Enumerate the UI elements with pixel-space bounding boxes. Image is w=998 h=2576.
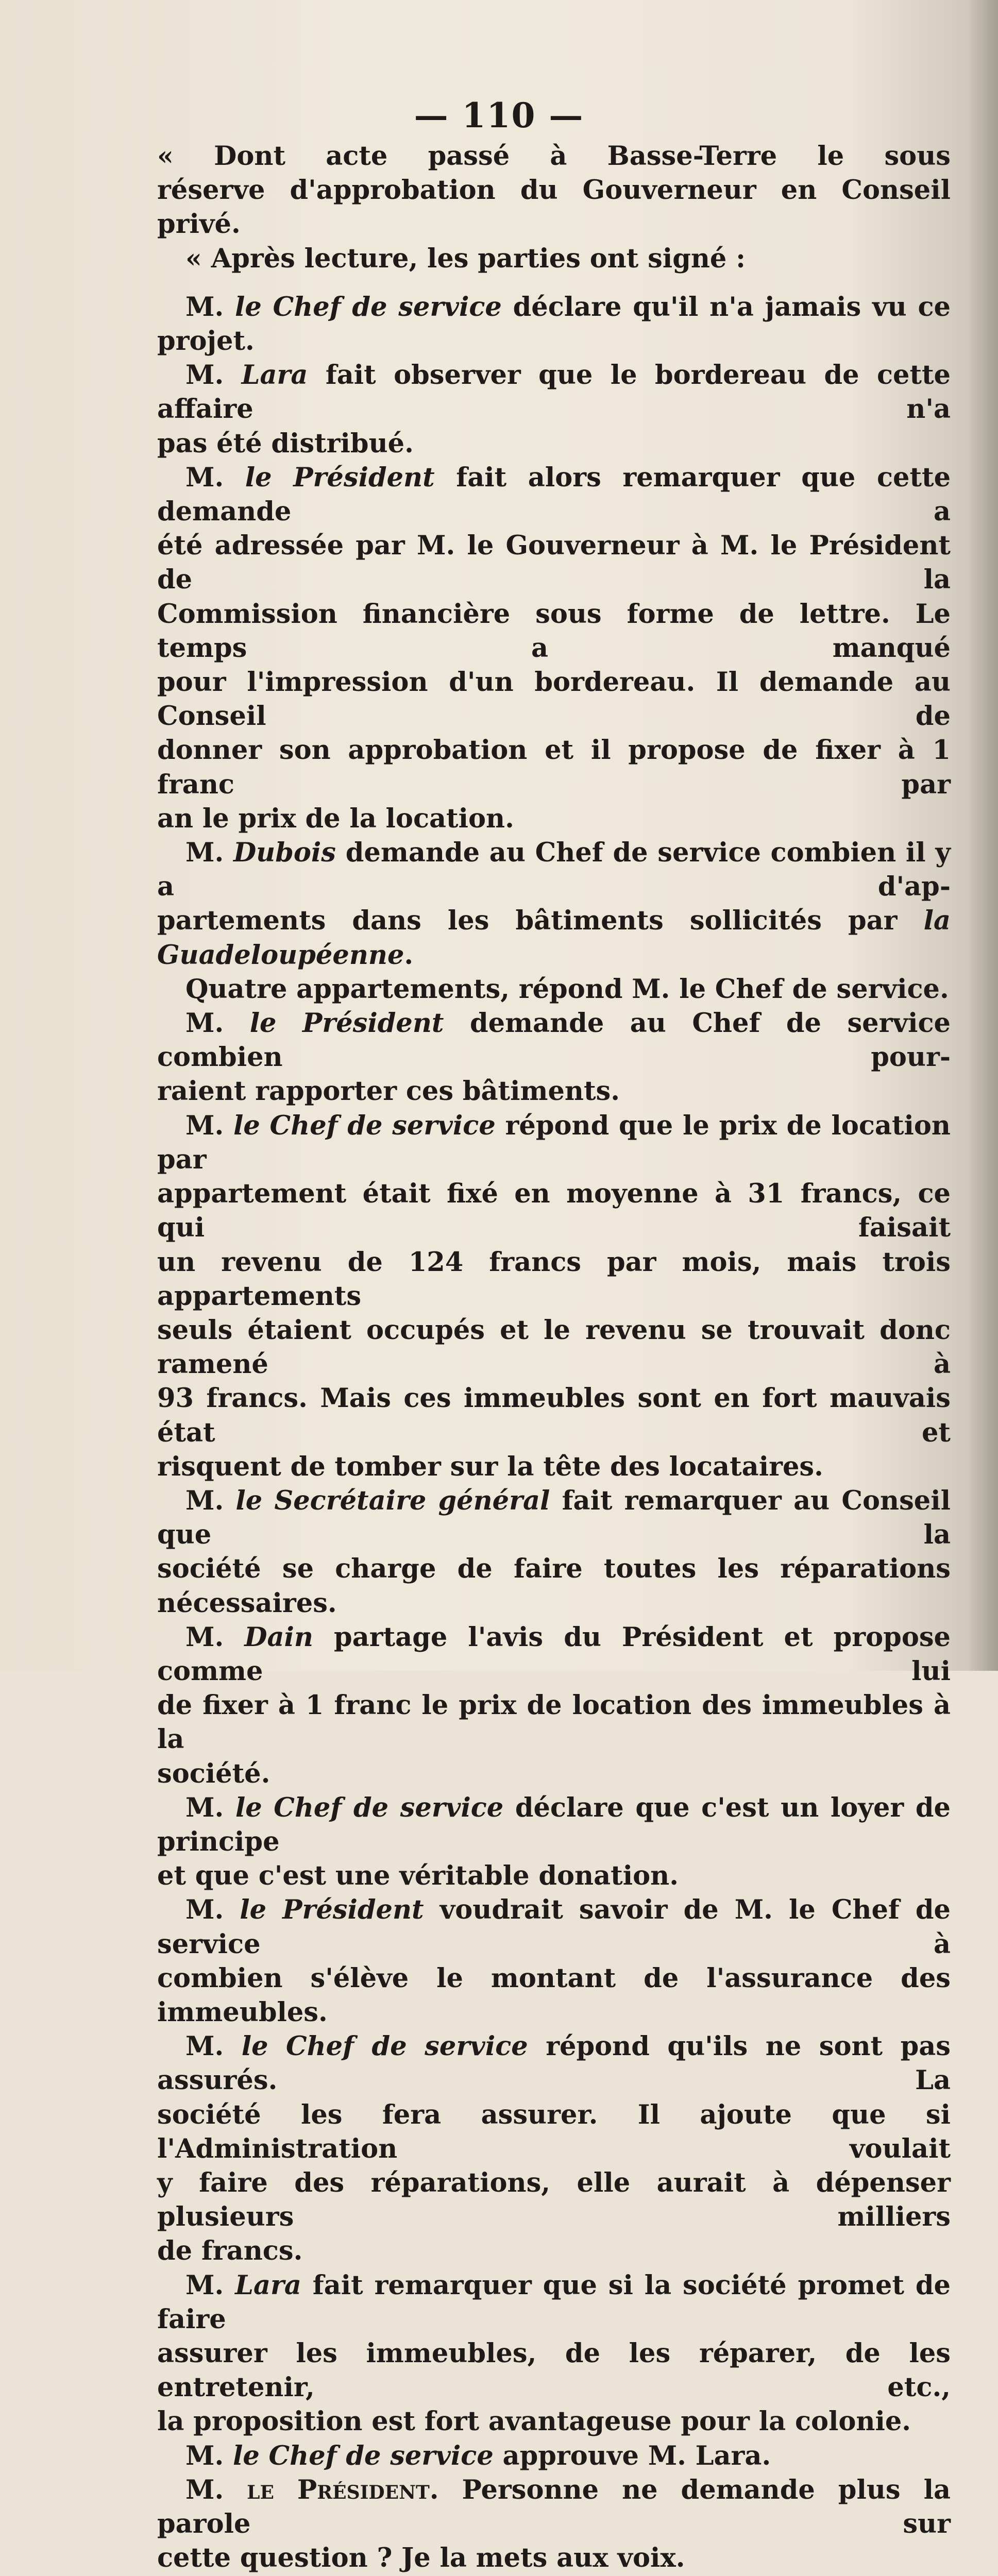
text-line <box>157 242 951 276</box>
text-run: voudrait savoir de M. le Chef de service à <box>157 1894 951 1960</box>
text-line <box>157 836 951 904</box>
text-run: fait alors remarquer que cette demande a <box>157 462 951 528</box>
text-run: M. <box>185 2031 242 2062</box>
text-run: société les fera assurer. Il ajoute que si l'Administration voulait <box>157 2099 951 2164</box>
text-line <box>157 597 951 665</box>
text-run: risquent de tomber sur la tête des locataires. <box>157 1451 823 1482</box>
italic-name: Lara <box>235 2269 301 2301</box>
text-run: . Personne ne demande plus la parole sur <box>157 2474 951 2540</box>
text-run: répond qu'ils ne sont pas assurés. La <box>157 2031 951 2096</box>
text-line <box>157 1109 951 1177</box>
text-run: de fixer à 1 franc le prix de location des immeubles à la <box>157 1690 951 1755</box>
text-line <box>157 2336 951 2404</box>
text-line <box>157 665 951 733</box>
text-line <box>157 904 951 972</box>
text-line <box>157 2439 951 2473</box>
text-line <box>157 2234 951 2268</box>
page-number: — 110 — <box>414 95 584 135</box>
italic-name: le Chef de service <box>232 2440 494 2471</box>
text-line <box>157 1961 951 2029</box>
text-run: partements dans les bâtiments sollicités par <box>157 905 924 937</box>
text-run: M. <box>185 1621 245 1653</box>
text-run: pour l'impression d'un bordereau. Il demande au Conseil de <box>157 667 951 732</box>
text-run: réserve d'approbation du Gouverneur en Conseil privé. <box>157 175 951 240</box>
text-run: M. <box>185 2269 235 2301</box>
text-run: M. <box>185 2474 247 2505</box>
text-run: combien s'élève le montant de l'assurance des immeubles. <box>157 1962 951 2028</box>
text-run: M. <box>185 462 245 493</box>
italic-name: le Président <box>245 462 435 493</box>
text-line <box>157 2029 951 2097</box>
text-run: été adressée par M. le Gouverneur à M. le Président de la <box>157 530 951 596</box>
page-edge-shadow <box>967 0 998 1671</box>
italic-name: le Chef de service <box>235 1792 504 1823</box>
text-line <box>157 1620 951 1688</box>
body-text <box>157 139 951 2576</box>
text-run: assurer les immeubles, de les réparer, de les entretenir, etc., <box>157 2338 951 2403</box>
text-run: 93 francs. Mais ces immeubles sont en fort mauvais état et <box>157 1383 951 1448</box>
text-run: appartement était fixé en moyenne à 31 francs, ce qui faisait <box>157 1178 951 1244</box>
text-run: la proposition est fort avantageuse pour la colonie. <box>157 2406 911 2437</box>
text-line <box>157 1313 951 1381</box>
italic-name: le Chef de service <box>234 291 502 323</box>
text-run: . <box>404 939 414 971</box>
text-run: demande au Chef de service combien il y a d'ap- <box>157 837 951 903</box>
text-line <box>157 733 951 801</box>
text-run: fait remarquer au Conseil que la <box>157 1485 951 1551</box>
text-run: M. <box>185 2440 233 2471</box>
text-run: M. <box>185 291 235 323</box>
text-run: donner son approbation et il propose de fixer à 1 franc par <box>157 735 951 800</box>
text-line <box>157 2166 951 2234</box>
text-run: de francs. <box>157 2235 303 2267</box>
text-run: M. <box>185 837 233 869</box>
italic-name: le Président <box>249 1008 444 1039</box>
text-run: « Dont acte passé à Basse-Terre le sous <box>157 141 951 172</box>
text-line <box>157 2404 951 2438</box>
italic-name: le Président <box>240 1894 424 1926</box>
text-run: société se charge de faire toutes les réparations nécessaires. <box>157 1553 951 1619</box>
text-run: M. <box>185 1485 236 1516</box>
text-line <box>157 358 951 426</box>
text-run: répond que le prix de location par <box>157 1110 951 1175</box>
text-run: M. <box>185 1110 233 1141</box>
text-line <box>157 2575 951 2576</box>
text-line <box>157 1791 951 1859</box>
text-run: an le prix de la location. <box>157 803 514 834</box>
text-run: M. <box>185 1008 250 1039</box>
italic-name: Dain <box>244 1621 313 1653</box>
text-run: un revenu de 124 francs par mois, mais trois appartements <box>157 1246 951 1312</box>
text-run: déclare qu'il n'a jamais vu ce projet. <box>157 291 951 357</box>
text-line <box>157 1450 951 1484</box>
text-line <box>157 1245 951 1313</box>
text-run: fait observer que le bordereau de cette affaire n'a <box>157 360 951 425</box>
text-line <box>157 1757 951 1791</box>
text-line <box>157 2541 951 2575</box>
text-run: fait remarquer que si la société promet de faire <box>157 2269 951 2335</box>
text-line <box>157 1893 951 1961</box>
text-line <box>157 1177 951 1245</box>
text-line <box>157 1381 951 1449</box>
text-run: et que c'est une véritable donation. <box>157 1860 679 1892</box>
text-line <box>157 529 951 597</box>
text-run: M. <box>185 360 242 391</box>
text-run: le Président <box>247 2474 430 2505</box>
text-run: société. <box>157 1758 270 1789</box>
text-line <box>157 2473 951 2541</box>
text-run: Commission financière sous forme de lettre. Le temps a manqué <box>157 598 951 664</box>
text-run: y faire des réparations, elle aurait à dépenser plusieurs milliers <box>157 2167 951 2233</box>
italic-name: Dubois <box>233 837 336 869</box>
text-line <box>157 802 951 836</box>
text-run: M. <box>185 1792 235 1823</box>
text-run: demande au Chef de service combien pour- <box>157 1008 951 1073</box>
text-line <box>157 461 951 529</box>
text-line <box>157 173 951 241</box>
text-run: Quatre appartements, répond M. le Chef de service. <box>185 973 949 1005</box>
italic-name: la Guadeloupéenne <box>157 905 951 971</box>
text-run: raient rapporter ces bâtiments. <box>157 1076 620 1107</box>
text-run: cette question ? Je la mets aux voix. <box>157 2543 685 2574</box>
text-line <box>157 2268 951 2336</box>
text-line <box>157 972 951 1006</box>
text-run: pas été distribué. <box>157 428 414 459</box>
text-line <box>157 1074 951 1108</box>
text-line <box>157 1006 951 1074</box>
text-run: déclare que c'est un loyer de principe <box>157 1792 951 1857</box>
text-line <box>157 427 951 461</box>
text-line <box>157 139 951 173</box>
text-run: « Après lecture, les parties ont signé : <box>185 243 746 274</box>
text-run: M. <box>185 1894 240 1926</box>
text-line <box>157 1688 951 1756</box>
text-line <box>157 1859 951 1893</box>
text-line <box>157 290 951 358</box>
text-run: partage l'avis du Président et propose comme lui <box>157 1621 951 1687</box>
text-line <box>157 1484 951 1552</box>
italic-name: le Chef de service <box>241 2031 528 2062</box>
italic-name: le Chef de service <box>233 1110 496 1141</box>
italic-name: le Secrétaire général <box>235 1485 550 1516</box>
text-line <box>157 2098 951 2166</box>
text-line <box>157 1552 951 1620</box>
italic-name: Lara <box>241 360 308 391</box>
text-run: seuls étaient occupés et le revenu se trouvait donc ramené à <box>157 1314 951 1380</box>
text-run: approuve M. Lara. <box>493 2440 771 2471</box>
